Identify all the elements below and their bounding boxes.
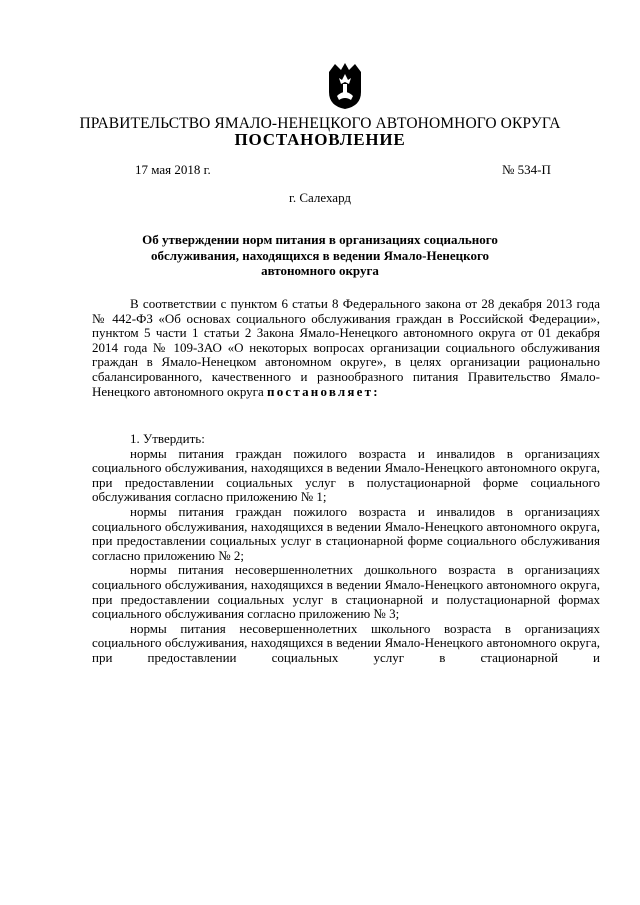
document-type: ПОСТАНОВЛЕНИЕ (234, 130, 406, 149)
list-item: нормы питания граждан пожилого возраста и инвалидов в организациях социального обслуживания, находящихся в ведении Ямало-Ненецкого автономного округа, при предоставлении социальных услуг в стационарной форме социального обслуживания согласно приложению № 2; (92, 503, 600, 563)
document-number: № 534-П (502, 162, 551, 177)
list-item: нормы питания несовершеннолетних дошкольного возраста в организациях социального обслуживания, находящихся в ведении Ямало-Ненецкого автономного округа, при предоставлении социальных услуг в стационарной и полустационарной формах социального обслуживания согласно приложению № 3; (92, 562, 600, 622)
list-item: нормы питания граждан пожилого возраста и инвалидов в организациях социального обслуживания, находящихся в ведении Ямало-Ненецкого автономного округа, при предоставлении социальных услуг в полустационарной форме социального обслуживания согласно приложению № 1; (92, 445, 600, 505)
government-name: ПРАВИТЕЛЬСТВО ЯМАЛО-НЕНЕЦКОГО АВТОНОМНОГО ОКРУГА (79, 115, 561, 132)
document-title: Об утверждении норм питания в организациях социального обслуживания, находящихся в ведении Ямало-Ненецкого автономного округа (142, 232, 498, 278)
operative-word: постановляет: (267, 383, 380, 399)
document-date: 17 мая 2018 г. (135, 162, 211, 177)
items-heading: 1. Утвердить: (130, 431, 205, 446)
preamble (92, 297, 600, 399)
document-city: г. Салехард (288, 190, 352, 205)
preamble-text: В соответствии с пунктом 6 статьи 8 Федерального закона от 28 декабря 2013 года № 442-ФЗ «Об основах социального обслуживания граждан в Российской Федерации», пунктом 5 части 1 статьи 2 Закона Ямало-Ненецкого автономного округа от 01 декабря 2014 года № 109-ЗАО «О некоторых вопросах организации социального обслуживания граждан в Ямало-Ненецком автономном округе», в целях организации рационально сбалансированного, качественного и разнообразного питания Правительство Ямало-Ненецкого автономного округа (92, 296, 600, 399)
list-item: нормы питания несовершеннолетних школьного возраста в организациях социального обслуживания, находящихся в ведении Ямало-Ненецкого автономного округа, при предоставлении социальных услуг в стационарной и (92, 620, 600, 665)
coat-of-arms-icon (327, 62, 363, 110)
items-section (92, 432, 600, 666)
